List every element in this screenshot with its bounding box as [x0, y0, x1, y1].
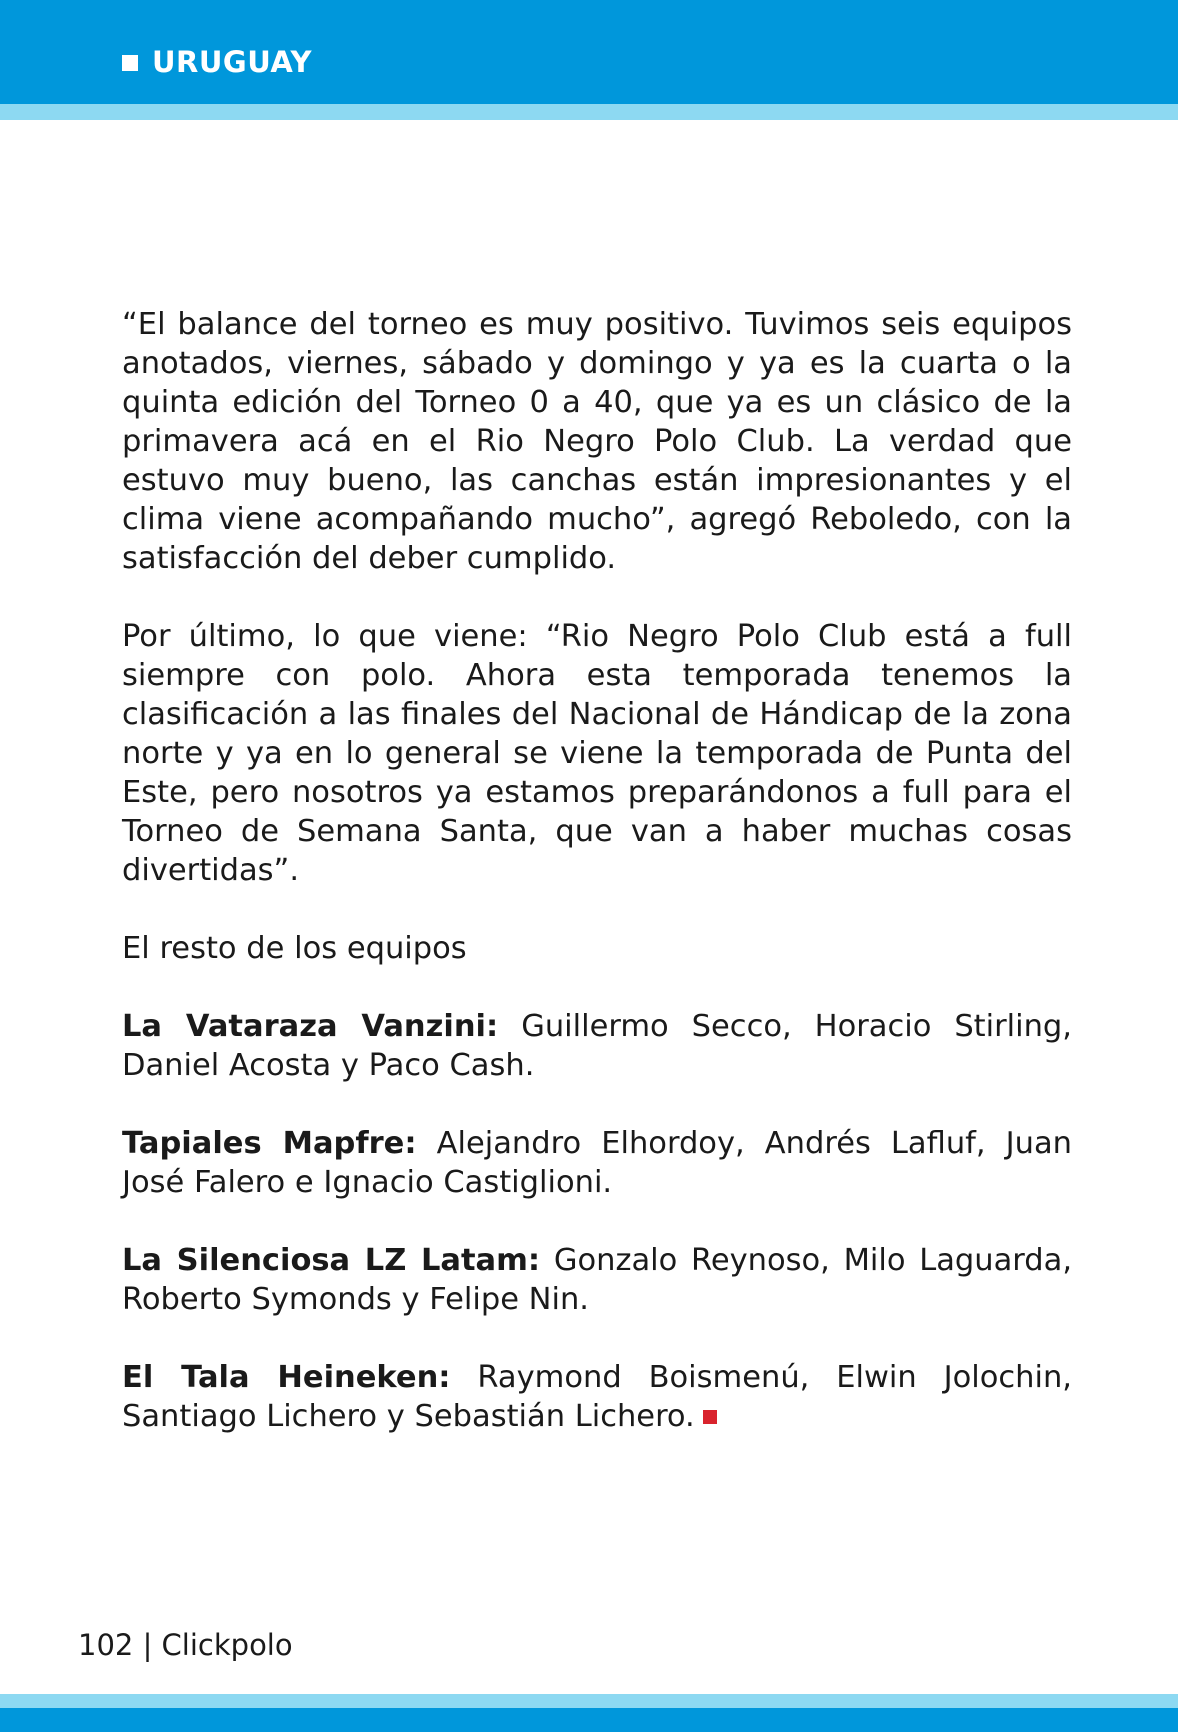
section-square-icon: [122, 55, 138, 71]
paragraph-future: Por último, lo que viene: “Rio Negro Polo Club está a full siempre con polo. Ahora esta temporada tenemos la clasificación a las finales del Nacional de Hándicap de la zona norte y ya en lo general se viene la temporada de Punta del Este, pero nosotros ya estamos preparándonos a full para el Torneo de Semana Santa, que van a haber muchas cosas divertidas”.: [122, 619, 1072, 888]
section-label: [122, 45, 313, 79]
paragraph-teams-intro: El resto de los equipos: [122, 931, 467, 966]
footer-bar: [0, 1708, 1178, 1732]
team-entry: [122, 1007, 1072, 1085]
team-name: La Silenciosa LZ Latam:: [122, 1243, 541, 1278]
team-players: Guillermo Secco, Horacio Stirling, Daniel Acosta y Paco Cash.: [122, 1009, 1072, 1083]
team-name: La Vataraza Vanzini:: [122, 1009, 499, 1044]
section-title: URUGUAY: [152, 45, 313, 79]
team-entry: [122, 1124, 1072, 1202]
article-body: [122, 305, 1072, 1475]
team-players: Raymond Boismenú, Elwin Jolochin, Santiago Lichero y Sebastián Lichero.: [122, 1360, 1072, 1434]
team-name: El Tala Heineken:: [122, 1360, 451, 1395]
team-players: Alejandro Elhordoy, Andrés Lafluf, Juan José Falero e Ignacio Castiglioni.: [122, 1126, 1073, 1200]
team-name: Tapiales Mapfre:: [122, 1126, 417, 1161]
team-players: Gonzalo Reynoso, Milo Laguarda, Roberto Symonds y Felipe Nin.: [122, 1243, 1073, 1317]
footer-stripe: [0, 1694, 1178, 1708]
page-footer-label: 102 | Clickpolo: [78, 1628, 293, 1662]
team-entry: [122, 1358, 1072, 1436]
paragraph-balance: “El balance del torneo es muy positivo. Tuvimos seis equipos anotados, viernes, sábado y domingo y ya es la cuarta o la quinta edición del Torneo 0 a 40, que ya es un clásico de la primavera acá en el Rio Negro Polo Club. La verdad que estuvo muy bueno, las canchas están impresionantes y el clima viene acompañando mucho”, agregó Reboledo, con la satisfacción del deber cumplido.: [122, 307, 1072, 576]
end-of-article-icon: [703, 1410, 717, 1424]
team-entry: [122, 1241, 1072, 1319]
header-stripe: [0, 104, 1178, 120]
